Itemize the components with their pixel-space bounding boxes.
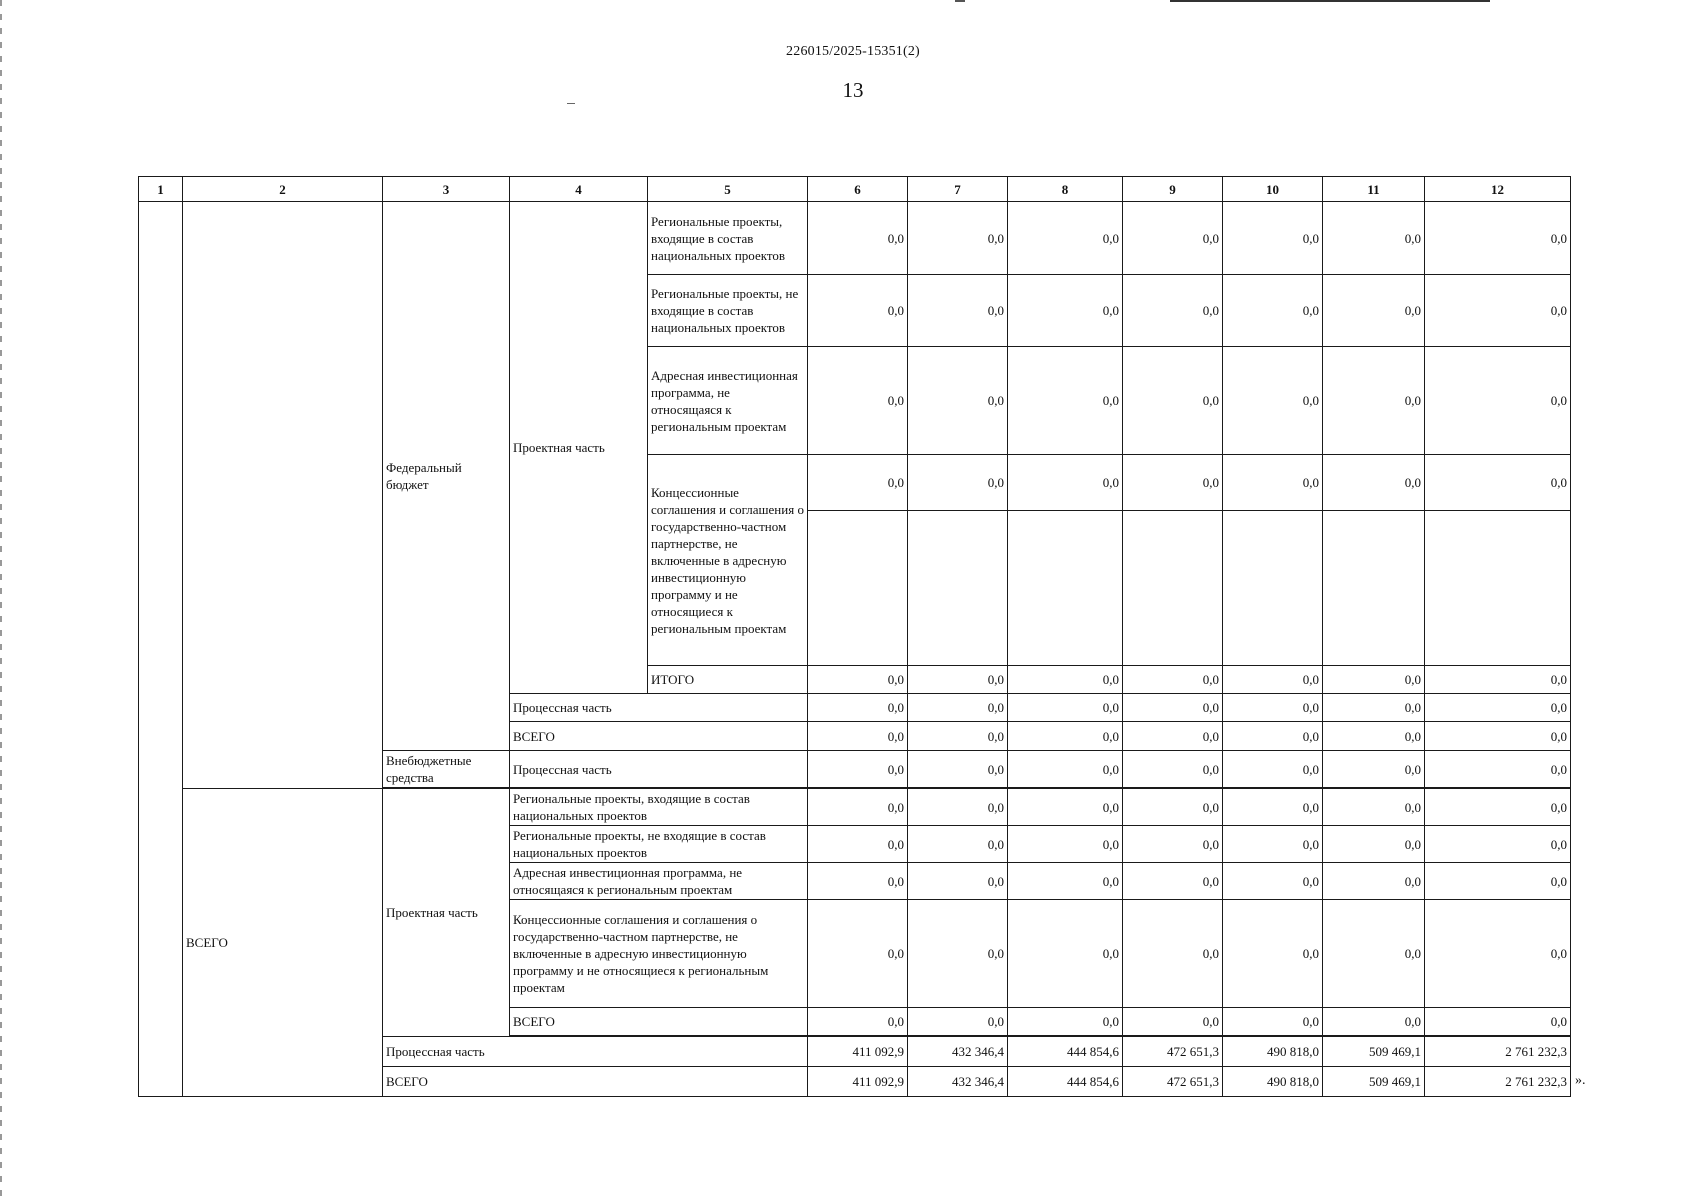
row-label: Региональные проекты, не входящие в состав национальных проектов	[510, 826, 808, 863]
federal-budget-label: Федеральный бюджет	[383, 202, 510, 751]
value-cell: 0,0	[1123, 666, 1223, 694]
row-label: Региональные проекты, не входящие в состав национальных проектов	[648, 275, 808, 347]
value-cell: 0,0	[1123, 275, 1223, 347]
col1-cell	[139, 202, 183, 1097]
empty-cell	[1123, 511, 1223, 666]
empty-cell	[1223, 511, 1323, 666]
value-cell: 0,0	[1223, 863, 1323, 900]
value-cell: 0,0	[1425, 347, 1571, 455]
value-cell: 490 818,0	[1223, 1067, 1323, 1097]
value-cell: 0,0	[1425, 826, 1571, 863]
value-cell: 0,0	[1425, 863, 1571, 900]
value-cell: 0,0	[1123, 722, 1223, 751]
value-cell: 0,0	[1008, 275, 1123, 347]
value-cell: 0,0	[1425, 722, 1571, 751]
value-cell: 0,0	[1223, 722, 1323, 751]
value-cell: 0,0	[1323, 751, 1425, 788]
value-cell: 0,0	[1425, 202, 1571, 275]
value-cell: 0,0	[1323, 455, 1425, 511]
col-header: 3	[383, 177, 510, 202]
col-header: 2	[183, 177, 383, 202]
empty-cell	[908, 511, 1008, 666]
value-cell: 2 761 232,3	[1425, 1067, 1571, 1097]
value-cell: 0,0	[1425, 275, 1571, 347]
value-cell: 0,0	[1123, 900, 1223, 1008]
value-cell: 0,0	[1425, 789, 1571, 826]
value-cell: 0,0	[808, 694, 908, 722]
table-header-row	[139, 177, 1571, 202]
total-label: ВСЕГО	[510, 722, 808, 751]
value-cell: 0,0	[908, 347, 1008, 455]
value-cell: 0,0	[908, 789, 1008, 826]
value-cell: 0,0	[1008, 347, 1123, 455]
value-cell: 0,0	[1123, 455, 1223, 511]
value-cell: 0,0	[1223, 347, 1323, 455]
grand-total-row-label: ВСЕГО	[383, 1067, 808, 1097]
value-cell: 0,0	[1323, 900, 1425, 1008]
value-cell: 0,0	[1323, 666, 1425, 694]
grand-total-label: ВСЕГО	[183, 789, 383, 1097]
value-cell: 0,0	[908, 751, 1008, 788]
value-cell: 444 854,6	[1008, 1067, 1123, 1097]
value-cell: 0,0	[1008, 694, 1123, 722]
value-cell: 0,0	[808, 722, 908, 751]
value-cell: 432 346,4	[908, 1067, 1008, 1097]
value-cell: 0,0	[908, 202, 1008, 275]
value-cell: 0,0	[808, 826, 908, 863]
value-cell: 0,0	[1223, 751, 1323, 788]
value-cell: 0,0	[1223, 1008, 1323, 1036]
value-cell: 0,0	[1425, 751, 1571, 788]
value-cell: 0,0	[1008, 666, 1123, 694]
value-cell: 0,0	[1323, 1008, 1425, 1036]
value-cell: 0,0	[1008, 751, 1123, 788]
row-label: Адресная инвестиционная программа, не относящаяся к региональным проектам	[648, 347, 808, 455]
col-header: 12	[1425, 177, 1571, 202]
value-cell: 0,0	[908, 455, 1008, 511]
value-cell: 509 469,1	[1323, 1037, 1425, 1067]
value-cell: 0,0	[1323, 722, 1425, 751]
value-cell: 472 651,3	[1123, 1067, 1223, 1097]
value-cell: 0,0	[1425, 1008, 1571, 1036]
value-cell: 0,0	[1223, 789, 1323, 826]
value-cell: 0,0	[1425, 900, 1571, 1008]
value-cell: 472 651,3	[1123, 1037, 1223, 1067]
value-cell: 0,0	[1008, 789, 1123, 826]
value-cell: 0,0	[1123, 863, 1223, 900]
scan-artifact-dash	[567, 103, 575, 104]
value-cell: 0,0	[1425, 666, 1571, 694]
value-cell: 0,0	[908, 900, 1008, 1008]
value-cell: 0,0	[908, 722, 1008, 751]
value-cell: 0,0	[1008, 722, 1123, 751]
value-cell: 0,0	[1123, 789, 1223, 826]
process-part-label: Процессная часть	[383, 1037, 808, 1067]
row-label: Региональные проекты, входящие в состав национальных проектов	[510, 789, 808, 826]
value-cell: 0,0	[808, 347, 908, 455]
process-part-label: Процессная часть	[510, 751, 808, 788]
value-cell: 0,0	[808, 1008, 908, 1036]
value-cell: 0,0	[1008, 900, 1123, 1008]
value-cell: 0,0	[1008, 1008, 1123, 1036]
col-header: 9	[1123, 177, 1223, 202]
value-cell: 0,0	[1123, 694, 1223, 722]
value-cell: 0,0	[1123, 751, 1223, 788]
value-cell: 0,0	[1323, 694, 1425, 722]
value-cell: 0,0	[1223, 666, 1323, 694]
total-label: ВСЕГО	[510, 1008, 808, 1036]
table-row	[139, 202, 1571, 275]
col-header: 10	[1223, 177, 1323, 202]
col-header: 4	[510, 177, 648, 202]
value-cell: 0,0	[1123, 347, 1223, 455]
value-cell: 0,0	[808, 900, 908, 1008]
col-header: 6	[808, 177, 908, 202]
col-header: 11	[1323, 177, 1425, 202]
value-cell: 0,0	[1123, 202, 1223, 275]
process-part-label: Процессная часть	[510, 694, 808, 722]
scan-edge	[0, 0, 2, 1200]
project-part-label: Проектная часть	[383, 789, 510, 1037]
value-cell: 0,0	[1425, 455, 1571, 511]
value-cell: 0,0	[808, 455, 908, 511]
value-cell: 0,0	[1123, 826, 1223, 863]
value-cell: 432 346,4	[908, 1037, 1008, 1067]
row-label: Концессионные соглашения и соглашения о государственно-частном партнерстве, не включенные в адресную инвестиционную программу и не относящиеся к региональным проектам	[510, 900, 808, 1008]
empty-cell	[1323, 511, 1425, 666]
value-cell: 0,0	[1123, 1008, 1223, 1036]
col-header: 7	[908, 177, 1008, 202]
col-header: 5	[648, 177, 808, 202]
value-cell: 444 854,6	[1008, 1037, 1123, 1067]
value-cell: 0,0	[908, 863, 1008, 900]
value-cell: 0,0	[1223, 900, 1323, 1008]
value-cell: 0,0	[1323, 789, 1425, 826]
value-cell: 411 092,9	[808, 1067, 908, 1097]
page-number: 13	[842, 78, 864, 102]
closing-quote: ».	[1575, 1072, 1586, 1088]
value-cell: 0,0	[1223, 455, 1323, 511]
table-row	[139, 789, 1571, 826]
value-cell: 0,0	[1223, 826, 1323, 863]
value-cell: 0,0	[908, 694, 1008, 722]
col-header: 1	[139, 177, 183, 202]
document-code: 226015/2025-15351(2)	[786, 44, 920, 59]
empty-cell	[1008, 511, 1123, 666]
value-cell: 0,0	[908, 826, 1008, 863]
value-cell: 0,0	[808, 751, 908, 788]
empty-cell	[808, 511, 908, 666]
value-cell: 0,0	[1425, 694, 1571, 722]
budget-table	[138, 176, 1571, 1097]
value-cell: 0,0	[808, 202, 908, 275]
value-cell: 0,0	[808, 789, 908, 826]
itogo-label: ИТОГО	[648, 666, 808, 694]
scan-artifact-line	[1170, 0, 1490, 2]
value-cell: 0,0	[1323, 347, 1425, 455]
col2-cell	[183, 202, 383, 789]
value-cell: 0,0	[1323, 202, 1425, 275]
empty-cell	[1425, 511, 1571, 666]
value-cell: 0,0	[1008, 863, 1123, 900]
value-cell: 0,0	[1008, 202, 1123, 275]
value-cell: 0,0	[808, 863, 908, 900]
value-cell: 0,0	[908, 1008, 1008, 1036]
value-cell: 411 092,9	[808, 1037, 908, 1067]
project-part-label: Проектная часть	[510, 202, 648, 694]
value-cell: 2 761 232,3	[1425, 1037, 1571, 1067]
value-cell: 0,0	[1008, 826, 1123, 863]
row-label: Региональные проекты, входящие в состав национальных проектов	[648, 202, 808, 275]
col-header: 8	[1008, 177, 1123, 202]
value-cell: 0,0	[908, 275, 1008, 347]
value-cell: 509 469,1	[1323, 1067, 1425, 1097]
value-cell: 490 818,0	[1223, 1037, 1323, 1067]
value-cell: 0,0	[1008, 455, 1123, 511]
value-cell: 0,0	[1223, 694, 1323, 722]
value-cell: 0,0	[1223, 202, 1323, 275]
value-cell: 0,0	[1223, 275, 1323, 347]
scan-artifact-line	[955, 0, 965, 2]
value-cell: 0,0	[1323, 275, 1425, 347]
value-cell: 0,0	[808, 275, 908, 347]
value-cell: 0,0	[1323, 863, 1425, 900]
value-cell: 0,0	[908, 666, 1008, 694]
row-label: Концессионные соглашения и соглашения о государственно-частном партнерстве, не включенные в адресную инвестиционную программу и не относящиеся к региональным проектам	[648, 455, 808, 666]
value-cell: 0,0	[1323, 826, 1425, 863]
value-cell: 0,0	[808, 666, 908, 694]
row-label: Адресная инвестиционная программа, не относящаяся к региональным проектам	[510, 863, 808, 900]
extrabudgetary-label: Внебюджетные средства	[383, 751, 510, 788]
